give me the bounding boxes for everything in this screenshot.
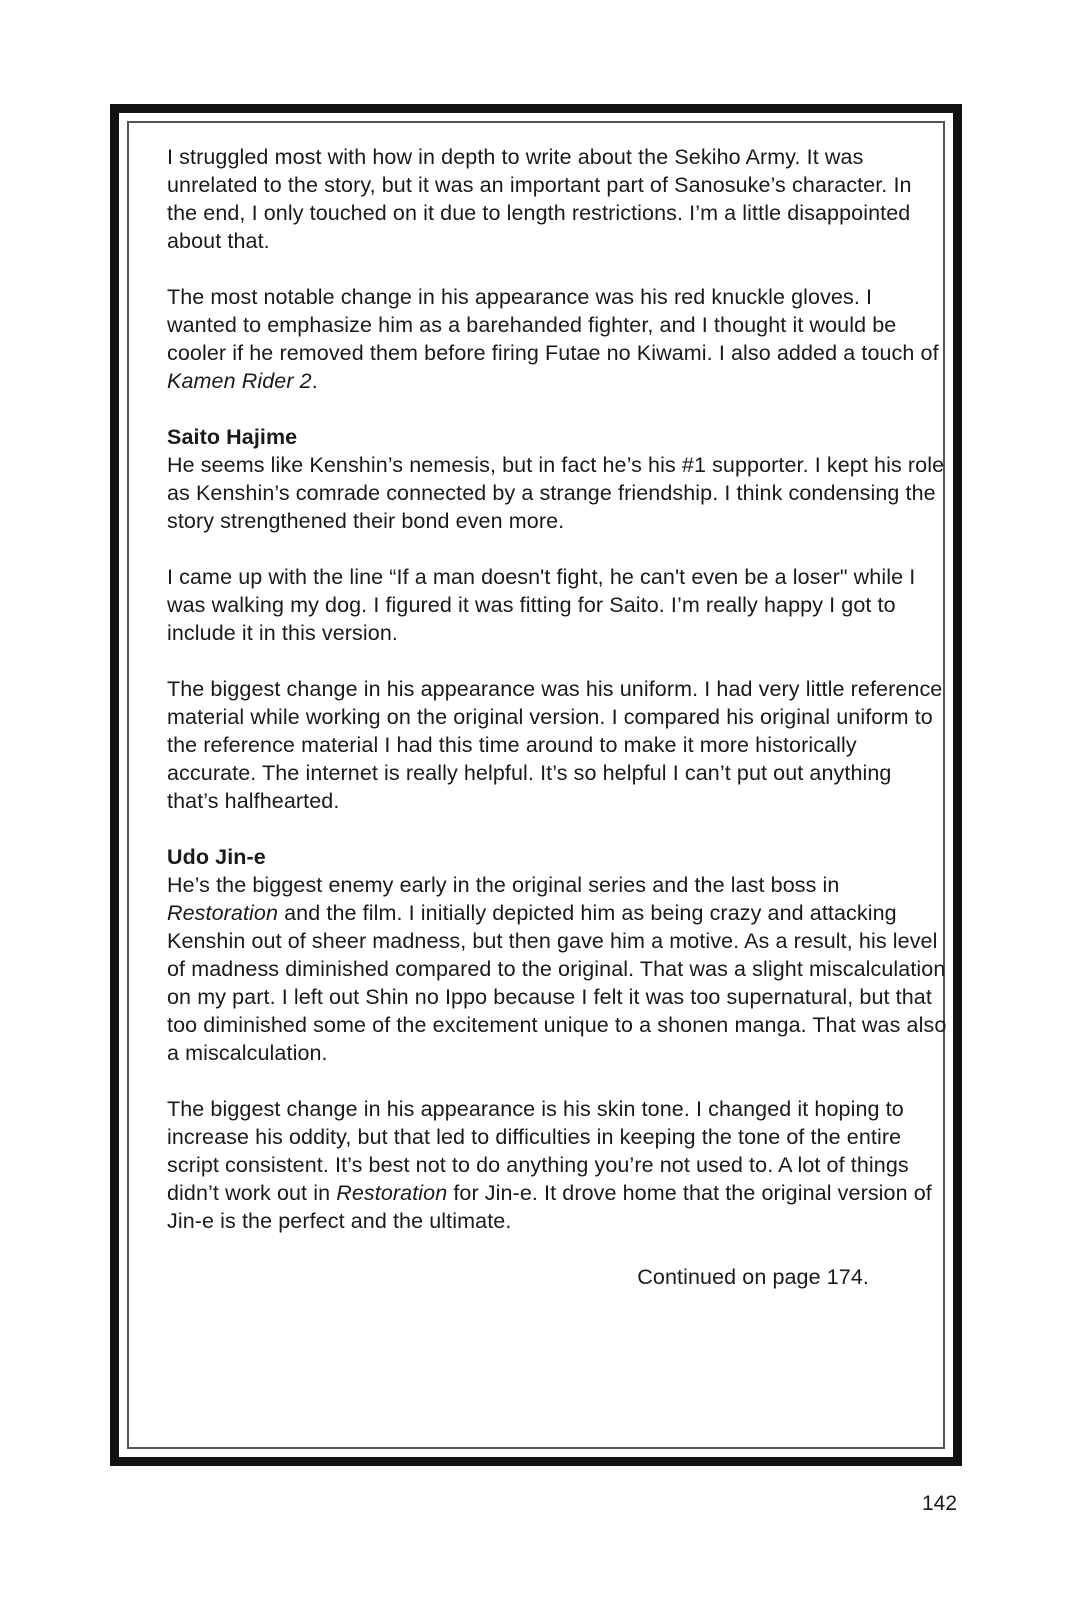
sanosuke-paragraph-1: I struggled most with how in depth to write about the Sekiho Army. It was unrelated to the story, but it was an important part of Sanosuke’s character. In the end, I only touched on it due to length restrictions. I’m a little disappointed about that. — [167, 145, 912, 253]
jine-p2-italic: Restoration — [336, 1181, 448, 1205]
sanosuke-p2-end: . — [311, 369, 318, 393]
saito-heading: Saito Hajime — [167, 425, 298, 449]
jine-p1-italic: Restoration — [167, 901, 279, 925]
jine-p1-end: and the film. I initially depicted him as being crazy and attacking Kenshin out of sheer madness, but then gave him a motive. As a result, his level of madness diminished compared to the original. That was a slight miscalculation on my part. I left out Shin no Ippo because I felt it was too supernatural, but that too diminished some of the excitement unique to a shonen manga. That was also a miscalculation. — [167, 901, 947, 1065]
page-number: 142 — [922, 1492, 958, 1515]
text-box-frame — [110, 104, 962, 1466]
saito-p1-text: He seems like Kenshin’s nemesis, but in fact he’s his #1 supporter. I kept his role as Kenshin’s comrade connected by a strange friendship. I think condensing the story strengthened their bond even more. — [167, 453, 945, 533]
sanosuke-p2-text: The most notable change in his appearance was his red knuckle gloves. I wanted to emphasize him as a barehanded fighter, and I thought it would be cooler if he removed them before firing Futae no Kiwami. I also added a touch of — [167, 285, 939, 365]
jine-p2-text: The biggest change in his appearance is his skin tone. I changed it hoping to increase his oddity, but that led to difficulties in keeping the tone of the entire script consistent. It’s best not to do anything you’re not used to. A lot of things didn’t work out in — [167, 1097, 909, 1205]
jine-heading: Udo Jin-e — [167, 845, 266, 869]
sanosuke-p2-italic: Kamen Rider 2 — [167, 369, 312, 393]
jine-p1-text: He’s the biggest enemy early in the original series and the last boss in — [167, 873, 840, 897]
jine-paragraph-1 — [167, 843, 947, 1067]
jine-p2-end: for Jin-e. It drove home that the original version of Jin-e is the perfect and the ultimate. — [167, 1181, 932, 1233]
jine-paragraph-2 — [167, 1095, 947, 1235]
saito-paragraph-2: I came up with the line “If a man doesn't fight, he can't even be a loser" while I was walking my dog. I figured it was fitting for Saito. I’m really happy I got to include it in this version. — [167, 565, 916, 645]
article-body — [167, 143, 947, 1291]
continued-note: Continued on page 174. — [637, 1265, 869, 1289]
saito-paragraph-3: The biggest change in his appearance was his uniform. I had very little reference material while working on the original version. I compared his original uniform to the reference material I had this time around to make it more historically accurate. The internet is really helpful. It’s so helpful I can’t put out anything that’s halfhearted. — [167, 677, 943, 813]
sanosuke-paragraph-2 — [167, 283, 947, 395]
saito-paragraph-1 — [167, 423, 947, 535]
text-box-inner-border — [127, 121, 945, 1449]
